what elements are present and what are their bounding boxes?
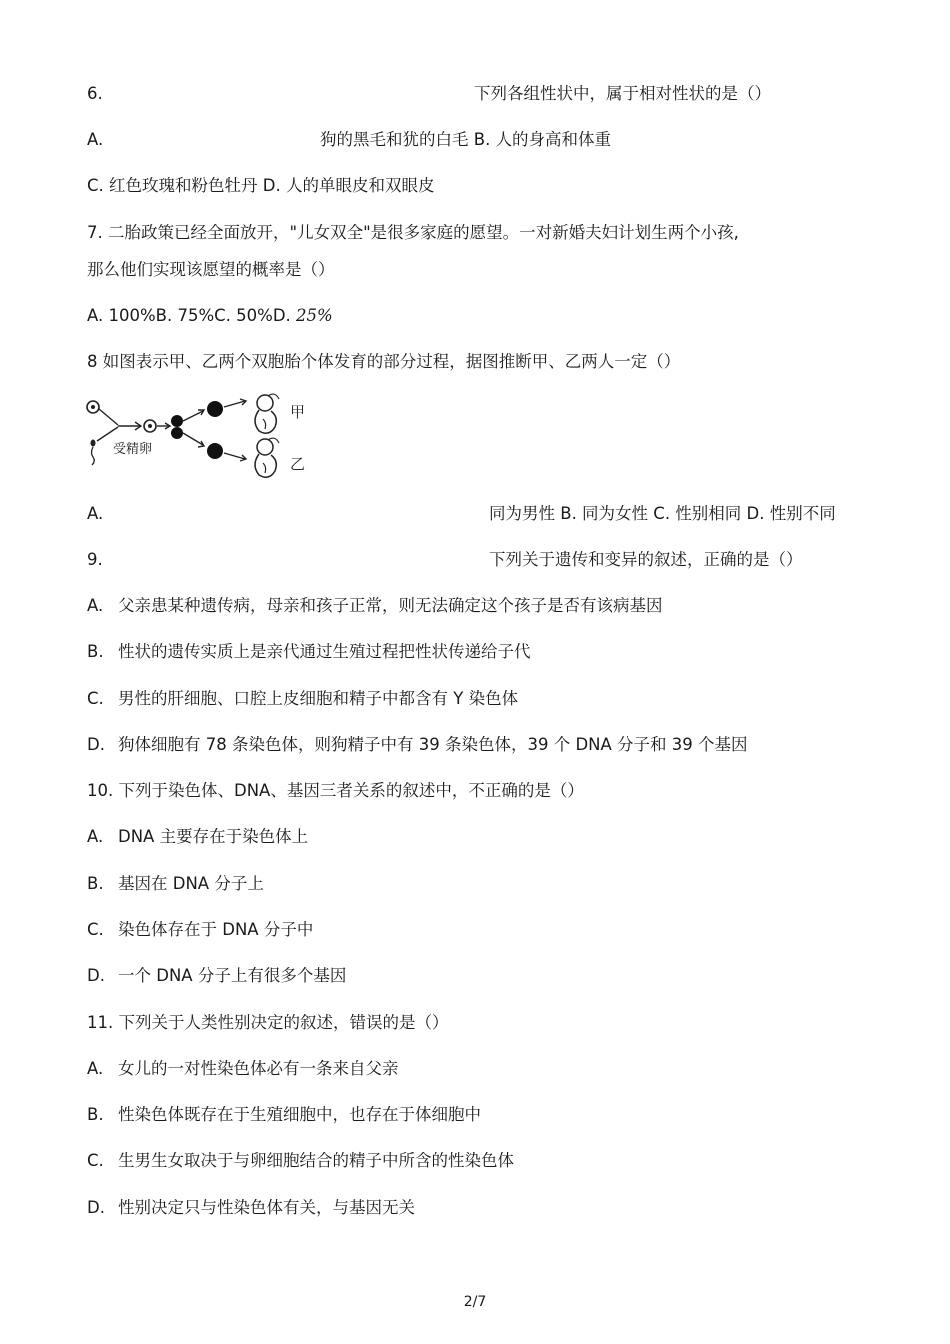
option-text: 性状的遗传实质上是亲代通过生殖过程把性状传递给子代 (118, 642, 531, 661)
option-letter: C. (87, 689, 104, 708)
q10-option-c (87, 918, 313, 942)
q9-option-a (87, 594, 663, 618)
q8-option-a-letter: A. (87, 504, 104, 523)
option-text: 性别决定只与性染色体有关，与基因无关 (118, 1198, 415, 1217)
option-text: 父亲患某种遗传病，母亲和孩子正常，则无法确定这个孩子是否有该病基因 (118, 596, 663, 615)
embryo-jia-cell-shape (207, 401, 223, 417)
q6-option-a-letter: A. (87, 130, 104, 149)
option-letter: C. (87, 920, 104, 939)
q8-stem: 8 如图表示甲、乙两个双胞胎个体发育的部分过程，据图推断甲、乙两人一定（） (87, 352, 681, 371)
option-letter: B. (87, 874, 104, 893)
two-cell-top-shape (171, 415, 183, 427)
option-text: 男性的肝细胞、口腔上皮细胞和精子中都含有 Y 染色体 (118, 689, 519, 708)
option-letter: D. (87, 966, 105, 985)
twin-diagram-svg (85, 393, 315, 485)
option-letter: D. (87, 735, 105, 754)
q10-option-a (87, 825, 308, 849)
option-letter: D. (87, 1198, 105, 1217)
egg-nucleus-shape (91, 405, 95, 409)
option-text: DNA 主要存在于染色体上 (118, 827, 309, 846)
fetus-jia-icon (255, 394, 279, 433)
to-fetus-yi-arrow (224, 453, 245, 459)
split-arrow-top (183, 411, 203, 421)
sperm-head-shape (91, 440, 96, 447)
q8-options: 同为男性 B. 同为女性 C. 性别相同 D. 性别不同 (489, 504, 836, 523)
q6-option-a-b: 狗的黑毛和犹的白毛 B. 人的身高和体重 (320, 130, 612, 149)
two-cell-bottom-shape (171, 427, 183, 439)
q10-option-d (87, 964, 346, 988)
option-letter: B. (87, 1105, 104, 1124)
page-number: 2/7 (463, 1294, 487, 1310)
q6-option-c-d: C. 红色玫瑰和粉色牡丹 D. 人的单眼皮和双眼皮 (87, 176, 435, 195)
sperm-tail-shape (92, 447, 95, 465)
label-yi: 乙 (290, 455, 306, 473)
option-text: 性染色体既存在于生殖细胞中，也存在于体细胞中 (118, 1105, 481, 1124)
sperm-to-zygote-line (97, 427, 118, 441)
option-letter: B. (87, 642, 104, 661)
zygote-nucleus-shape (148, 424, 152, 428)
q7-options (87, 304, 333, 328)
fetus-yi-icon (255, 438, 279, 477)
option-text: 染色体存在于 DNA 分子中 (118, 920, 314, 939)
option-letter: A. (87, 596, 104, 615)
option-text: 一个 DNA 分子上有很多个基因 (118, 966, 347, 985)
q11-stem: 11. 下列关于人类性别决定的叙述，错误的是（） (87, 1013, 449, 1032)
q10-stem: 10. 下列于染色体、DNA、基因三者关系的叙述中，不正确的是（） (87, 781, 584, 800)
q10-option-b (87, 872, 264, 896)
option-text: 生男生女取决于与卵细胞结合的精子中所含的性染色体 (118, 1151, 514, 1170)
option-text: 女儿的一对性染色体必有一条来自父亲 (118, 1059, 399, 1078)
split-arrow-bottom (183, 433, 203, 445)
q9-option-c (87, 687, 518, 711)
q6-stem: 下列各组性状中，属于相对性状的是（） (474, 84, 771, 103)
q9-option-d (87, 733, 748, 757)
embryo-yi-cell-shape (207, 443, 223, 459)
option-text: 基因在 DNA 分子上 (118, 874, 264, 893)
q11-option-b (87, 1103, 481, 1127)
q11-option-a (87, 1057, 399, 1081)
option-letter: A. (87, 827, 104, 846)
q6-line (87, 82, 103, 106)
label-jia: 甲 (290, 403, 306, 421)
q7-stem-line1: 7. 二胎政策已经全面放开，"儿女双全"是很多家庭的愿望。一对新婚夫妇计划生两个小孩, (87, 223, 739, 242)
q7-options-text: A. 100%B. 75%C. 50%D. (87, 306, 297, 325)
zygote-label: 受精卵 (113, 442, 153, 457)
to-fetus-jia-arrow (224, 401, 245, 407)
q8-twin-development-figure (85, 393, 315, 485)
q11-option-d (87, 1196, 415, 1220)
option-letter: A. (87, 1059, 104, 1078)
q6-number: 6. (87, 84, 103, 103)
option-text: 狗体细胞有 78 条染色体，则狗精子中有 39 条染色体，39 个 DNA 分子和 39 个基因 (118, 735, 748, 754)
egg-to-zygote-line (99, 409, 118, 425)
q9-number: 9. (87, 550, 103, 569)
q7-stem-line2: 那么他们实现该愿望的概率是（） (87, 260, 335, 279)
q11-option-c (87, 1149, 514, 1173)
q9-option-b (87, 640, 531, 664)
q9-stem: 下列关于遗传和变异的叙述，正确的是（） (489, 550, 803, 569)
q7-option-d-value: 25% (296, 306, 333, 325)
option-letter: C. (87, 1151, 104, 1170)
